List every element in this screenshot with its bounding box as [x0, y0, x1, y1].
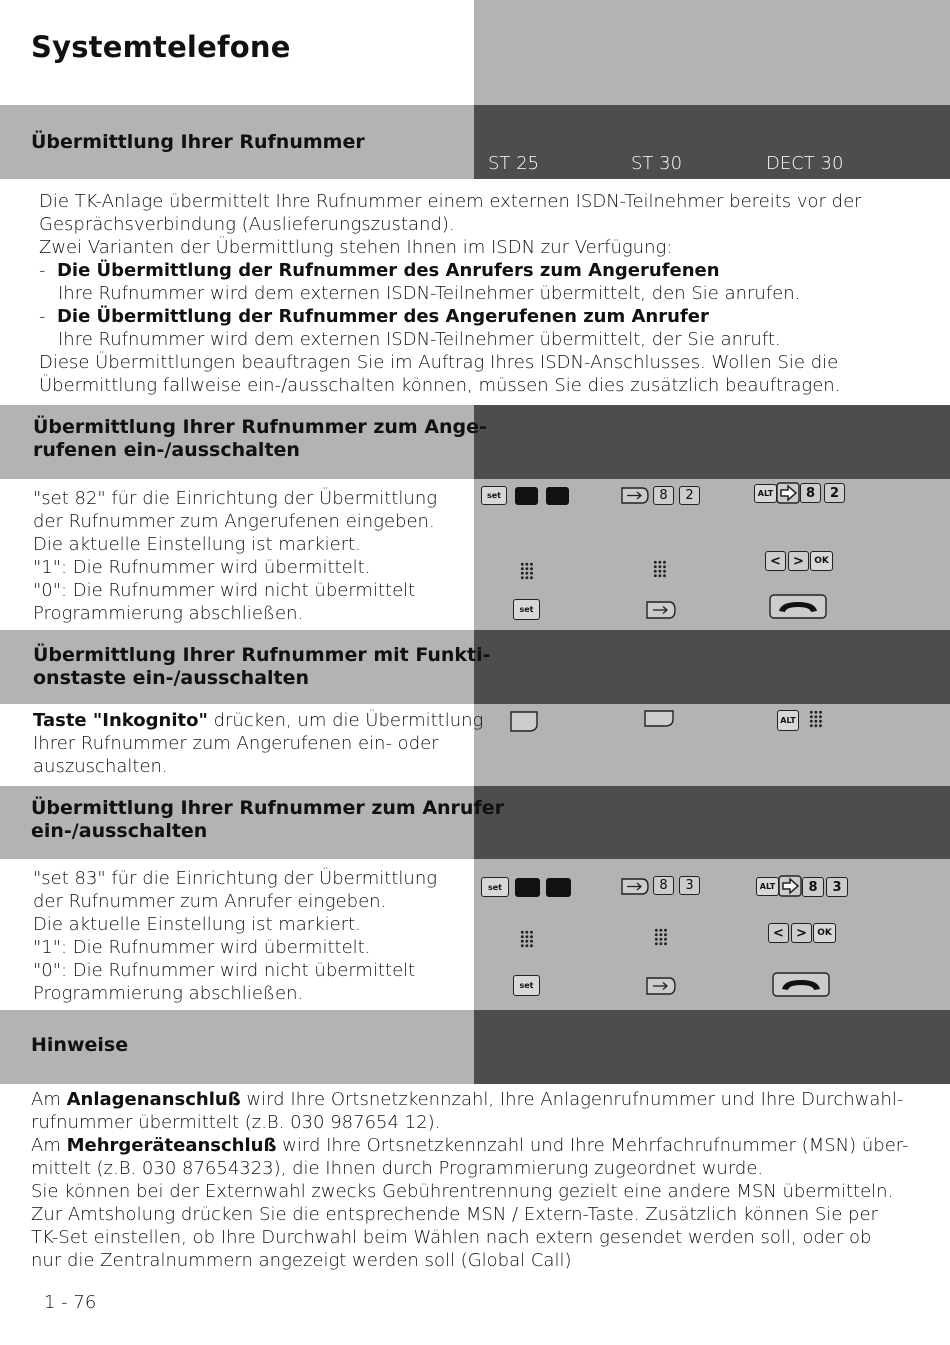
- alt-key-icon: ALT: [754, 484, 777, 503]
- digit-8-key: 8: [653, 486, 674, 505]
- arrow-key-icon: [645, 600, 677, 620]
- keypad-icon: [809, 710, 823, 728]
- ok-key-icon: OK: [813, 923, 836, 943]
- right-key-icon: >: [791, 923, 812, 943]
- keypad-icon: [654, 928, 668, 946]
- left-key-icon: <: [765, 551, 786, 571]
- arrow-key-icon: [620, 877, 650, 896]
- intro-line: Diese Übermittlungen beauftragen Sie im Auftrag Ihres ISDN-Anschlusses. Wollen Sie die: [39, 352, 839, 373]
- section1-title: Übermittlung Ihrer Rufnummer zum Ange- rufenen ein-/ausschalten: [33, 416, 487, 461]
- keypad-icon: [520, 930, 534, 948]
- model-st30: ST 30: [631, 153, 683, 174]
- section3-title: Übermittlung Ihrer Rufnummer zum Anrufer ein-/ausschalten: [31, 797, 504, 842]
- digit-2-key: 2: [679, 486, 700, 505]
- section2-title: Übermittlung Ihrer Rufnummer mit Funkti- onstaste ein-/ausschalten: [33, 644, 491, 689]
- section1-header-dark: [474, 405, 950, 479]
- alt-key-icon: ALT: [777, 710, 799, 731]
- set-key-icon: set: [481, 877, 509, 897]
- hinweise-title: Hinweise: [31, 1034, 129, 1056]
- page-title: Systemtelefone: [31, 30, 291, 64]
- arrow-key-icon: [620, 486, 650, 505]
- page-number: 1 - 76: [44, 1292, 97, 1313]
- bullet-2: - Die Übermittlung der Rufnummer des Angerufenen zum Anrufer: [39, 306, 709, 327]
- digit-3-key: 3: [679, 876, 700, 895]
- set-key-icon: set: [481, 486, 507, 505]
- display-key-icon: [546, 878, 571, 897]
- hinweise-text: Am Anlagenanschluß wird Ihre Ortsnetzkennzahl, Ihre Anlagenrufnummer und Ihre Durchwahl- rufnummer übermittelt (z.B. 030 987654 12). Am Mehrgeräteanschluß wird Ihre Ortsnetzkennzahl und Ihre Mehrfachrufnummer (MSN) über- mittelt (z.B. 030 87654323), die Ihnen durch Programmierung zugeordnet wurde. Sie können bei der Externwahl zwecks Gebührentrennung gezielt eine andere MSN übermitteln. Zur Amtsholung drücken Sie die entsprechende MSN / Extern-Taste. Zusätzlich können Sie per TK-Set einstellen, ob Ihre Durchwahl beim Wählen nach extern gesendet werden soll, oder ob nur die Zentralnummern angezeigt werden soll (Global Call): [31, 1089, 909, 1271]
- digit-8-key: 8: [653, 876, 674, 895]
- alt-key-icon: ALT: [756, 877, 779, 896]
- keypad-icon: [520, 562, 534, 580]
- display-key-icon: [515, 878, 540, 897]
- arrow-right-key-icon: [778, 875, 802, 897]
- section2-text: Taste "Inkognito" drücken, um die Übermittlung Ihrer Rufnummer zum Angerufenen ein- oder auszuschalten.: [33, 710, 484, 777]
- inkognito-key-label: Taste "Inkognito": [33, 710, 208, 731]
- bullet-2-text: Ihre Rufnummer wird dem externen ISDN-Teilnehmer übermittelt, der Sie anruft.: [58, 329, 781, 350]
- bullet-1-title: Die Übermittlung der Rufnummer des Anrufers zum Angerufenen: [56, 260, 720, 281]
- bullet-1: - Die Übermittlung der Rufnummer des Anrufers zum Angerufenen: [39, 260, 720, 281]
- arrow-right-key-icon: [776, 482, 800, 504]
- set-key-icon: set: [513, 599, 540, 620]
- display-key-icon: [546, 487, 569, 505]
- intro-line: Übermittlung fallweise ein-/ausschalten können, müssen Sie dies zusätzlich beauftragen.: [39, 375, 841, 396]
- digit-8-key: 8: [800, 483, 821, 503]
- digit-2-key: 2: [824, 483, 845, 503]
- digit-3-key: 3: [826, 877, 848, 897]
- handset-icon: [772, 972, 830, 997]
- function-key-icon: [643, 709, 675, 729]
- header-shade: [474, 0, 950, 105]
- arrow-key-icon: [645, 976, 677, 996]
- right-key-icon: >: [788, 551, 809, 571]
- intro-text: [39, 190, 939, 397]
- ok-key-icon: OK: [810, 551, 833, 571]
- digit-8-key: 8: [802, 877, 824, 897]
- section1-text: "set 82" für die Einrichtung der Übermittlung der Rufnummer zum Angerufenen eingeben. Die aktuelle Einstellung ist markiert. "1": Die Rufnummer wird übermittelt. "0": Die Rufnummer wird nicht übermittelt Programmierung abschließen.: [33, 488, 438, 624]
- intro-line: Zwei Varianten der Übermittlung stehen Ihnen im ISDN zur Verfügung:: [39, 237, 673, 258]
- bullet-1-text: Ihre Rufnummer wird dem externen ISDN-Teilnehmer übermittelt, den Sie anrufen.: [58, 283, 801, 304]
- set-key-icon: set: [513, 975, 540, 996]
- function-key-icon: [509, 710, 539, 733]
- intro-line: Gesprächsverbindung (Auslieferungszustand).: [39, 214, 455, 235]
- hinweise-header-dark: [474, 1010, 950, 1084]
- display-key-icon: [515, 487, 538, 505]
- section3-text: "set 83" für die Einrichtung der Übermittlung der Rufnummer zum Anrufer eingeben. Die aktuelle Einstellung ist markiert. "1": Die Rufnummer wird übermittelt. "0": Die Rufnummer wird nicht übermittelt Programmierung abschließen.: [33, 868, 438, 1004]
- models-header-bg: [474, 105, 950, 179]
- section3-header-dark: [474, 786, 950, 859]
- handset-icon: [769, 594, 827, 619]
- keypad-icon: [653, 560, 667, 578]
- model-dect30: DECT 30: [766, 153, 844, 174]
- left-key-icon: <: [768, 923, 789, 943]
- section2-keys-bg: [474, 704, 950, 786]
- section2-header-dark: [474, 630, 950, 704]
- main-section-title: Übermittlung Ihrer Rufnummer: [31, 131, 365, 153]
- model-st25: ST 25: [488, 153, 540, 174]
- bullet-2-title: Die Übermittlung der Rufnummer des Angerufenen zum Anrufer: [56, 306, 709, 327]
- intro-line: Die TK-Anlage übermittelt Ihre Rufnummer einem externen ISDN-Teilnehmer bereits vor der: [39, 191, 862, 212]
